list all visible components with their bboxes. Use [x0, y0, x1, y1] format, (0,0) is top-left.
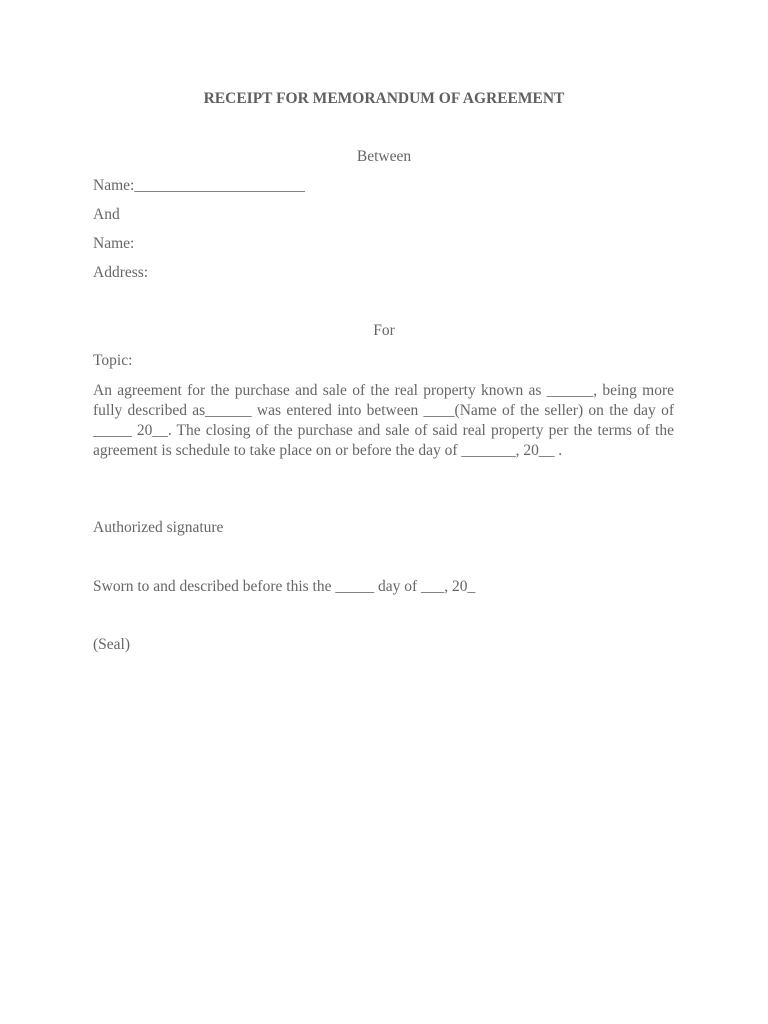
- agreement-paragraph: An agreement for the purchase and sale of the real property known as ______, being more fully described as______ was entered into between ____(Name of the seller) on the day of _____ 20__. The closing of the purchase and sale of said real property per the terms of the agreement is schedule to take place on or before the day of _______, 20__ .: [93, 382, 674, 459]
- between-label: Between: [356, 148, 412, 165]
- address-label: Address:: [93, 264, 149, 281]
- and-label: And: [93, 206, 120, 223]
- second-party-name-label: Name:: [93, 235, 135, 252]
- for-label: For: [373, 322, 395, 339]
- topic-label: Topic:: [93, 352, 133, 369]
- authorized-signature-label: Authorized signature: [93, 519, 224, 536]
- first-party-name-field: Name:______________________: [93, 177, 305, 194]
- sworn-statement: Sworn to and described before this the _____ day of ___, 20_: [93, 578, 476, 595]
- document-title: RECEIPT FOR MEMORANDUM OF AGREEMENT: [203, 90, 565, 107]
- seal-label: (Seal): [93, 636, 131, 653]
